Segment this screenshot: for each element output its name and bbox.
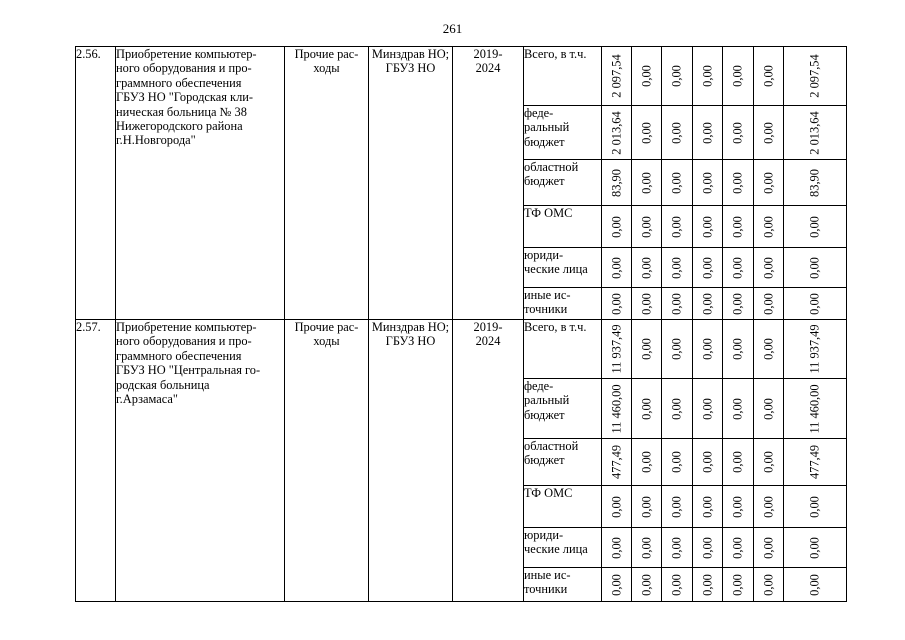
value-cell-year-2020 [632,288,662,320]
value-text: 0,00 [730,121,745,144]
value-text: 0,00 [669,65,684,87]
value-text: 0,00 [639,573,653,596]
value-text: 0,00 [761,338,775,360]
value-cell-year-2022 [693,160,723,206]
value-cell-year-2021 [662,439,693,486]
value-cell-year-2021 [662,568,693,602]
value-text: 0,00 [730,256,745,279]
value-cell-year-2023 [723,248,754,288]
value-cell-year-2023 [723,288,754,320]
value-cell-year-2021 [662,106,693,160]
value-cell-total [784,288,847,320]
value-text: 0,00 [807,256,822,279]
entry-name-line: Приобретение компьютер- [116,47,257,61]
value-text: 0,00 [761,171,775,194]
value-cell-year-2019 [602,379,632,439]
value-text: 477,49 [807,444,822,480]
budget-table [75,46,847,602]
value-cell-year-2020 [632,320,662,379]
value-cell-year-2024 [754,47,784,106]
value-cell-total [784,206,847,248]
value-text: 0,00 [730,171,745,194]
value-text: 2 097,54 [609,54,623,98]
value-text: 0,00 [609,256,623,279]
value-cell-total [784,320,847,379]
value-text: 0,00 [761,292,775,315]
value-cell-year-2022 [693,288,723,320]
period [453,47,524,320]
value-text: 0,00 [639,536,653,559]
table-row [76,47,847,106]
value-cell-year-2023 [723,47,754,106]
value-cell-total [784,248,847,288]
value-cell-year-2024 [754,379,784,439]
funding-source-line: ральный [524,120,570,135]
value-text: 0,00 [639,397,653,420]
funding-source [524,486,602,528]
funding-source [524,288,602,320]
value-text: 0,00 [807,292,822,315]
value-cell-year-2024 [754,320,784,379]
value-cell-year-2019 [602,160,632,206]
value-cell-year-2024 [754,568,784,602]
value-cell-total [784,106,847,160]
value-text: 0,00 [639,451,653,473]
executor [369,320,453,602]
value-cell-total [784,439,847,486]
value-cell-year-2021 [662,528,693,568]
value-text: 11 937,49 [807,324,822,374]
value-cell-year-2024 [754,160,784,206]
value-cell-year-2021 [662,160,693,206]
value-text: 0,00 [639,338,653,360]
value-cell-year-2022 [693,320,723,379]
funding-source-line: бюджет [524,174,565,189]
value-text: 0,00 [730,573,745,596]
funding-source-line: иные ис- [524,288,571,302]
value-text: 0,00 [761,495,775,518]
value-text: 0,00 [807,573,822,596]
value-text: 0,00 [669,495,684,518]
value-cell-year-2023 [723,206,754,248]
value-cell-year-2020 [632,248,662,288]
funding-source-line: феде- [524,379,554,393]
value-text: 0,00 [761,121,775,144]
value-text: 0,00 [669,121,684,144]
executor-line: ГБУЗ НО [385,334,436,349]
value-cell-total [784,160,847,206]
value-text: 0,00 [669,338,684,360]
value-text: 0,00 [700,292,714,315]
value-cell-year-2021 [662,379,693,439]
entry-name-line: Приобретение компьютер- [116,320,257,334]
value-text: 477,49 [609,444,623,480]
value-text: 0,00 [609,573,623,596]
value-cell-year-2022 [693,379,723,439]
executor-line: Минздрав НО; [371,47,450,61]
value-cell-year-2024 [754,486,784,528]
value-text: 0,00 [761,451,775,473]
funding-source [524,568,602,602]
value-text: 11 460,00 [807,383,822,434]
value-text: 2 013,64 [609,110,623,155]
value-text: 0,00 [730,292,745,315]
value-cell-year-2023 [723,320,754,379]
value-cell-year-2024 [754,439,784,486]
period-line: 2019- [473,320,503,334]
entry-name-line: г.Н.Новгорода" [116,133,196,148]
value-text: 0,00 [609,536,623,559]
entry-name-line: г.Арзамаса" [116,392,178,407]
funding-source-line: бюджет [524,407,565,422]
value-text: 0,00 [700,495,714,518]
funding-source-line: бюджет [524,134,565,149]
entry-name [116,320,285,602]
entry-name-line: родская больница [116,377,210,392]
value-text: 0,00 [700,573,714,596]
value-cell-total [784,47,847,106]
funding-source-line: Всего, в т.ч. [524,47,587,61]
value-cell-year-2024 [754,106,784,160]
entry-number: 2.57. [76,320,116,602]
funding-source-line: феде- [524,106,554,120]
value-cell-year-2021 [662,47,693,106]
period-line: 2019- [473,47,503,61]
value-cell-year-2020 [632,439,662,486]
expense-type-line: ходы [313,334,340,349]
value-text: 0,00 [639,256,653,279]
value-cell-year-2023 [723,106,754,160]
value-cell-year-2020 [632,486,662,528]
expense-type-line: Прочие рас- [294,47,359,61]
funding-source [524,206,602,248]
value-cell-year-2020 [632,528,662,568]
value-cell-year-2024 [754,206,784,248]
funding-source [524,320,602,379]
expense-type [285,320,369,602]
page-number: 261 [442,21,463,36]
value-cell-year-2022 [693,486,723,528]
value-text: 0,00 [700,65,714,87]
funding-source-line: юриди- [524,528,564,542]
value-text: 0,00 [609,292,623,315]
funding-source-line: ральный [524,393,570,408]
value-text: 0,00 [609,495,623,518]
funding-source [524,528,602,568]
value-text: 0,00 [807,536,822,559]
value-cell-year-2020 [632,106,662,160]
value-text: 0,00 [730,451,745,473]
value-cell-year-2022 [693,528,723,568]
funding-source-line: областной [524,439,579,453]
value-text: 0,00 [700,397,714,420]
value-text: 0,00 [700,215,714,238]
value-cell-year-2022 [693,47,723,106]
expense-type-line: Прочие рас- [294,320,359,334]
entry-number: 2.56. [76,47,116,320]
period-line: 2024 [475,334,501,349]
value-cell-total [784,486,847,528]
funding-source [524,439,602,486]
funding-source-line: ческие лица [524,542,588,557]
value-text: 0,00 [669,171,684,194]
value-cell-year-2023 [723,379,754,439]
value-text: 0,00 [807,495,822,518]
value-text: 0,00 [700,256,714,279]
value-text: 0,00 [730,397,745,420]
value-cell-year-2023 [723,528,754,568]
value-cell-year-2023 [723,568,754,602]
value-text: 0,00 [700,121,714,144]
value-cell-year-2024 [754,288,784,320]
value-cell-year-2019 [602,47,632,106]
value-cell-year-2020 [632,206,662,248]
value-text: 0,00 [639,121,653,144]
entry-name-line: ГБУЗ НО "Центральная го- [116,363,261,378]
value-text: 83,90 [807,168,822,197]
entry-name-line: граммного обеспечения [116,75,242,90]
expense-type-line: ходы [313,61,340,76]
value-cell-year-2022 [693,568,723,602]
funding-source-line: Всего, в т.ч. [524,320,587,334]
value-text: 0,00 [730,65,745,87]
value-cell-year-2020 [632,160,662,206]
funding-source [524,248,602,288]
value-text: 0,00 [669,573,684,596]
value-cell-year-2019 [602,288,632,320]
table-row [76,320,847,379]
value-text: 0,00 [700,451,714,473]
value-cell-year-2021 [662,486,693,528]
entry-name-line: ного оборудования и про- [116,334,252,349]
executor-line: ГБУЗ НО [385,61,436,76]
funding-source [524,47,602,106]
funding-source-line: точники [524,582,568,597]
value-text: 0,00 [639,171,653,194]
value-cell-year-2019 [602,206,632,248]
entry-name-line: граммного обеспечения [116,348,242,363]
value-text: 0,00 [761,215,775,238]
value-text: 11 937,49 [609,324,623,374]
value-text: 0,00 [807,215,822,238]
value-cell-total [784,379,847,439]
value-cell-year-2021 [662,320,693,379]
value-text: 0,00 [609,215,623,238]
value-text: 0,00 [669,215,684,238]
entry-name-line: ническая больница № 38 [116,104,247,119]
value-text: 0,00 [730,536,745,559]
value-cell-year-2020 [632,568,662,602]
funding-source-line: иные ис- [524,568,571,582]
value-text: 0,00 [730,495,745,518]
value-text: 2 097,54 [807,54,822,98]
value-cell-year-2020 [632,379,662,439]
value-text: 0,00 [639,292,653,315]
funding-source [524,379,602,439]
entry-name-line: Нижегородского района [116,119,243,134]
funding-source-line: ТФ ОМС [524,486,573,500]
value-text: 2 013,64 [807,110,822,155]
value-cell-year-2019 [602,106,632,160]
value-text: 0,00 [639,215,653,238]
period-line: 2024 [475,61,501,76]
value-cell-year-2019 [602,439,632,486]
value-text: 83,90 [609,168,623,197]
value-text: 0,00 [669,451,684,473]
value-text: 0,00 [669,536,684,559]
value-cell-year-2021 [662,248,693,288]
value-text: 11 460,00 [609,383,623,434]
value-text: 0,00 [639,65,653,87]
value-text: 0,00 [700,338,714,360]
value-cell-total [784,528,847,568]
funding-source-line: точники [524,302,568,317]
period [453,320,524,602]
value-text: 0,00 [761,573,775,596]
value-text: 0,00 [700,171,714,194]
funding-source-line: юриди- [524,248,564,262]
value-cell-year-2021 [662,288,693,320]
value-text: 0,00 [669,256,684,279]
value-cell-year-2019 [602,248,632,288]
value-cell-year-2022 [693,206,723,248]
value-text: 0,00 [730,215,745,238]
funding-source [524,106,602,160]
executor-line: Минздрав НО; [371,320,450,334]
value-cell-year-2022 [693,106,723,160]
entry-name [116,47,285,320]
value-cell-year-2021 [662,206,693,248]
value-cell-year-2023 [723,439,754,486]
value-text: 0,00 [761,397,775,420]
funding-source-line: ТФ ОМС [524,206,573,220]
funding-source-line: ческие лица [524,262,588,277]
value-cell-year-2019 [602,320,632,379]
value-cell-year-2019 [602,528,632,568]
value-cell-year-2022 [693,248,723,288]
value-text: 0,00 [761,65,775,87]
value-cell-year-2019 [602,486,632,528]
expense-type [285,47,369,320]
value-text: 0,00 [669,292,684,315]
entry-name-line: ного оборудования и про- [116,61,252,76]
value-text: 0,00 [669,397,684,420]
funding-source-line: бюджет [524,453,565,468]
value-cell-year-2023 [723,160,754,206]
funding-source [524,160,602,206]
value-text: 0,00 [761,536,775,559]
value-cell-year-2024 [754,248,784,288]
entry-name-line: ГБУЗ НО "Городская кли- [116,90,254,105]
value-text: 0,00 [700,536,714,559]
funding-source-line: областной [524,160,579,174]
value-cell-year-2022 [693,439,723,486]
executor [369,47,453,320]
value-cell-year-2020 [632,47,662,106]
value-text: 0,00 [761,256,775,279]
value-text: 0,00 [639,495,653,518]
value-cell-year-2024 [754,528,784,568]
value-text: 0,00 [730,338,745,360]
value-cell-year-2023 [723,486,754,528]
value-cell-total [784,568,847,602]
value-cell-year-2019 [602,568,632,602]
